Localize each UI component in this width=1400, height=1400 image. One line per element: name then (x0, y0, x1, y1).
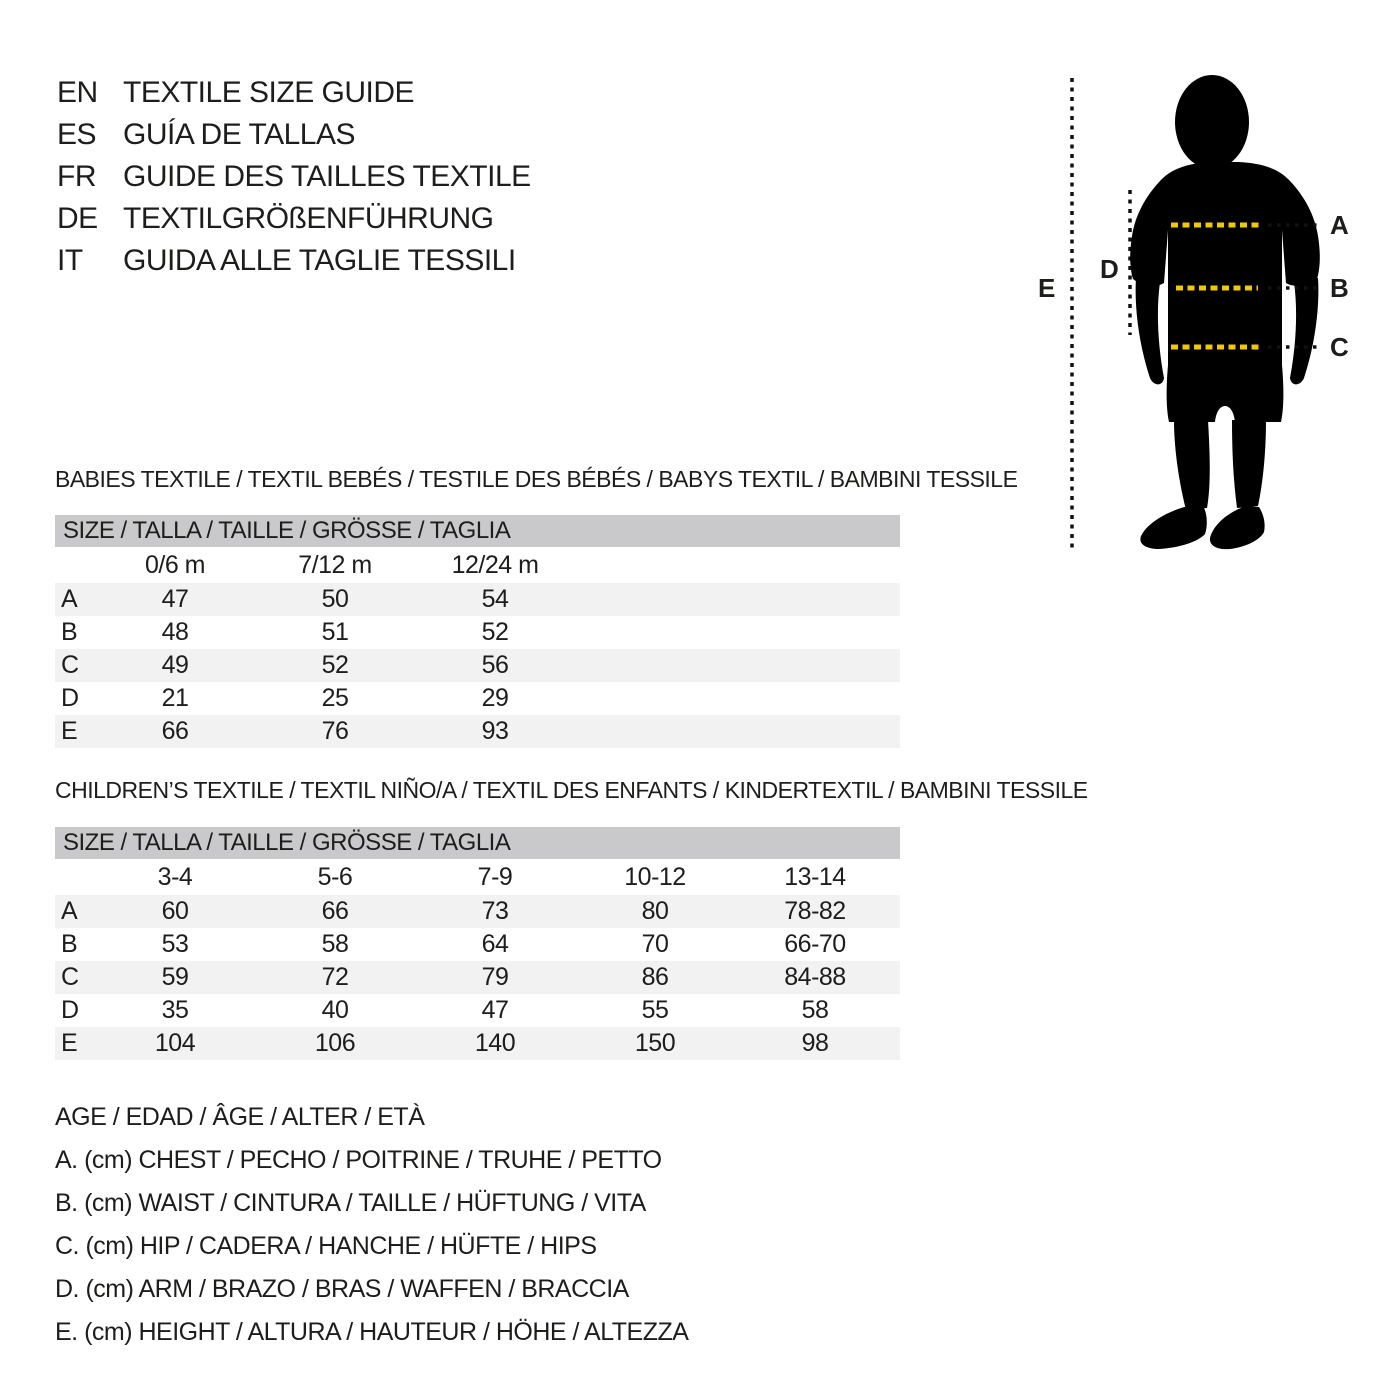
table-cell: 104 (154, 1029, 196, 1057)
child-silhouette-diagram (1030, 70, 1400, 570)
table-cell: 58 (321, 930, 349, 958)
table-cell: 78-82 (784, 897, 846, 925)
row-label: D (61, 996, 79, 1024)
legend-hip-line: C. (cm) HIP / CADERA / HANCHE / HÜFTE / HIPS (55, 1232, 597, 1260)
chest-label: A (1330, 210, 1349, 240)
table-row-a (55, 895, 900, 928)
table-row-e (55, 1027, 900, 1060)
table-cell: 47 (161, 585, 189, 613)
children-column-header-row (55, 859, 900, 895)
table-cell: 40 (321, 996, 349, 1024)
table-cell: 52 (481, 618, 509, 646)
language-code: ES (57, 118, 97, 151)
waist-label: B (1330, 273, 1349, 303)
language-title: TEXTILE SIZE GUIDE (123, 76, 415, 109)
height-label: E (1038, 273, 1056, 303)
legend-age-line: AGE / EDAD / ÂGE / ALTER / ETÀ (55, 1103, 425, 1131)
arm-label: D (1100, 254, 1119, 284)
table-cell: 93 (481, 717, 509, 745)
table-row-c (55, 961, 900, 994)
table-cell: 72 (321, 963, 349, 991)
table-cell: 66 (161, 717, 189, 745)
hip-label: C (1330, 332, 1349, 362)
table-row-d (55, 994, 900, 1027)
row-label: C (61, 651, 79, 679)
language-code: FR (57, 160, 96, 193)
table-cell: 29 (481, 684, 509, 712)
table-row-e (55, 715, 900, 748)
language-row-it (57, 240, 531, 282)
row-label: C (61, 963, 79, 991)
table-cell: 25 (321, 684, 349, 712)
column-header: 10-12 (624, 862, 686, 891)
table-cell: 60 (161, 897, 189, 925)
table-cell: 47 (481, 996, 509, 1024)
table-cell: 73 (481, 897, 509, 925)
language-title: GUIDE DES TAILLES TEXTILE (123, 160, 531, 193)
column-header: 7-9 (477, 862, 513, 891)
column-header: 0/6 m (144, 550, 206, 579)
babies-size-header-bar: SIZE / TALLA / TAILLE / GRÖSSE / TAGLIA (55, 515, 900, 547)
legend-chest-line: A. (cm) CHEST / PECHO / POITRINE / TRUHE / PETTO (55, 1146, 662, 1174)
row-label: A (61, 897, 78, 925)
language-title: TEXTILGRÖßENFÜHRUNG (123, 202, 494, 235)
children-size-header-bar: SIZE / TALLA / TAILLE / GRÖSSE / TAGLIA (55, 827, 900, 859)
legend-waist-line: B. (cm) WAIST / CINTURA / TAILLE / HÜFTUNG / VITA (55, 1189, 646, 1217)
table-row-a (55, 583, 900, 616)
child-silhouette (1130, 75, 1320, 549)
table-cell: 58 (801, 996, 829, 1024)
row-label: E (61, 717, 78, 745)
table-cell: 51 (321, 618, 349, 646)
table-cell: 55 (641, 996, 669, 1024)
column-header: 3-4 (157, 862, 193, 891)
table-cell: 53 (161, 930, 189, 958)
row-label: B (61, 618, 78, 646)
row-label: A (61, 585, 78, 613)
language-code: EN (57, 76, 98, 109)
measurement-legend (55, 1096, 688, 1354)
column-header: 12/24 m (451, 550, 539, 579)
table-cell: 66-70 (784, 930, 846, 958)
legend-height-line: E. (cm) HEIGHT / ALTURA / HAUTEUR / HÖHE / ALTEZZA (55, 1318, 689, 1346)
table-cell: 70 (641, 930, 669, 958)
language-title: GUIDA ALLE TAGLIE TESSILI (123, 244, 516, 277)
table-cell: 66 (321, 897, 349, 925)
measurement-figure (1030, 70, 1400, 570)
row-label: E (61, 1029, 78, 1057)
table-cell: 98 (801, 1029, 829, 1057)
table-cell: 49 (161, 651, 189, 679)
column-header: 5-6 (317, 862, 353, 891)
babies-size-table (55, 515, 900, 748)
table-cell: 140 (474, 1029, 516, 1057)
table-cell: 150 (634, 1029, 676, 1057)
table-cell: 52 (321, 651, 349, 679)
language-row-de (57, 198, 531, 240)
language-code: DE (57, 202, 98, 235)
column-header: 7/12 m (298, 550, 372, 579)
table-cell: 54 (481, 585, 509, 613)
language-row-en (57, 72, 531, 114)
row-label: D (61, 684, 79, 712)
table-cell: 21 (161, 684, 189, 712)
column-header: 13-14 (784, 862, 846, 891)
babies-section-heading: BABIES TEXTILE / TEXTIL BEBÉS / TESTILE DES BÉBÉS / BABYS TEXTIL / BAMBINI TESSILE (55, 466, 1018, 492)
table-cell: 86 (641, 963, 669, 991)
table-cell: 50 (321, 585, 349, 613)
table-cell: 35 (161, 996, 189, 1024)
language-row-fr (57, 156, 531, 198)
table-row-b (55, 616, 900, 649)
babies-column-header-row (55, 547, 900, 583)
legend-arm-line: D. (cm) ARM / BRAZO / BRAS / WAFFEN / BRACCIA (55, 1275, 629, 1303)
table-cell: 56 (481, 651, 509, 679)
table-cell: 59 (161, 963, 189, 991)
language-title-list (57, 72, 531, 282)
table-cell: 64 (481, 930, 509, 958)
table-cell: 106 (314, 1029, 356, 1057)
row-label: B (61, 930, 78, 958)
children-section-heading: CHILDREN’S TEXTILE / TEXTIL NIÑO/A / TEXTIL DES ENFANTS / KINDERTEXTIL / BAMBINI TESSILE (55, 777, 1088, 803)
table-row-c (55, 649, 900, 682)
table-cell: 76 (321, 717, 349, 745)
language-code: IT (57, 244, 83, 277)
table-cell: 84-88 (784, 963, 846, 991)
table-cell: 79 (481, 963, 509, 991)
children-size-table (55, 827, 900, 1060)
table-row-b (55, 928, 900, 961)
table-row-d (55, 682, 900, 715)
table-cell: 80 (641, 897, 669, 925)
language-row-es (57, 114, 531, 156)
table-cell: 48 (161, 618, 189, 646)
language-title: GUÍA DE TALLAS (123, 118, 355, 151)
